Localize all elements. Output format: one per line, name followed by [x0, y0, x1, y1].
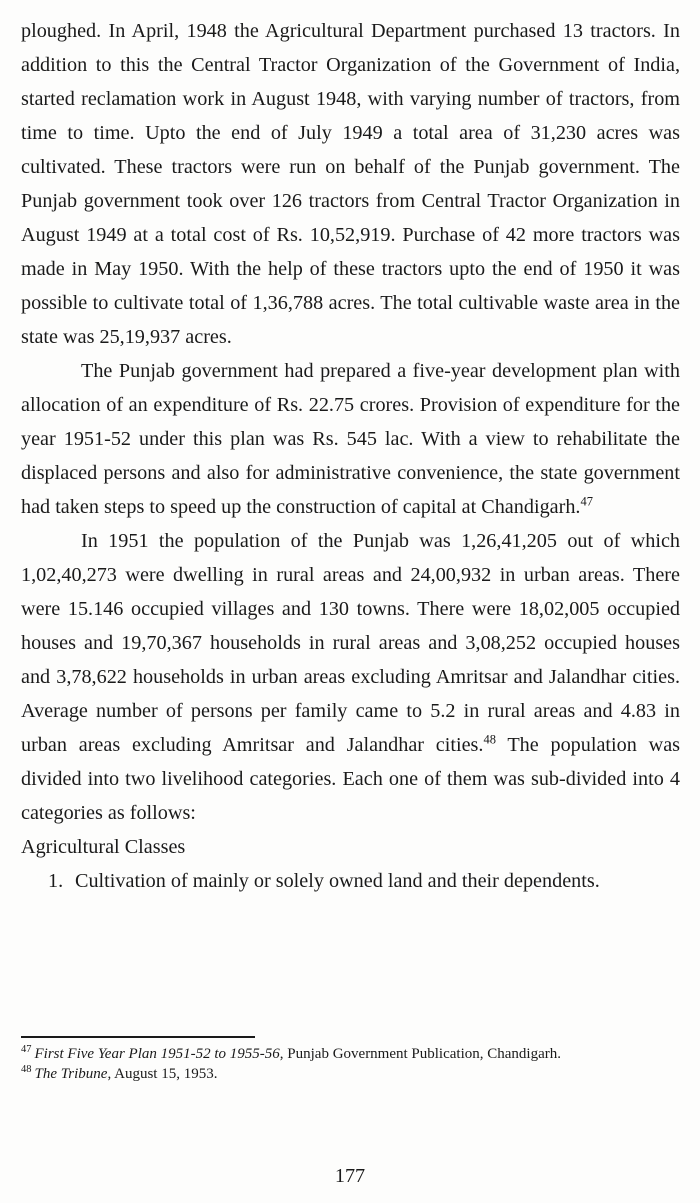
footnote-47-number: 47 [21, 1044, 32, 1055]
footnote-48-title: The Tribune [34, 1065, 108, 1082]
footnote-separator-rule [21, 1036, 255, 1038]
paragraph-2-text: The Punjab government had prepared a five-year development plan with allocation of an expenditure of Rs. 22.75 crores. Provision of expenditure for the year 1951-52 under this plan was Rs. 545 lac. With a view to rehabilitate the displaced persons and also for administrative convenience, the state government had taken steps to speed up the construction of capital at Chandigarh. [21, 360, 680, 518]
paragraph-3-text-after: The population was divided into two livelihood categories. Each one of them was sub-divided into 4 categories as follows: [21, 734, 681, 824]
paragraph-3 [21, 524, 680, 830]
body-text-column [21, 14, 680, 898]
footnote-47-source: , Punjab Government Publication, Chandigarh. [279, 1046, 561, 1062]
paragraph-2 [21, 354, 680, 524]
footnote-marker-47[interactable]: 47 [580, 494, 593, 509]
footnote-48-source: , August 15, 1953. [107, 1065, 218, 1082]
footnote-47-title: First Five Year Plan 1951-52 to 1955-56 [34, 1046, 280, 1062]
footnote-marker-48[interactable]: 48 [483, 732, 496, 747]
list-item [21, 864, 680, 898]
footnote-48-number: 48 [21, 1063, 32, 1075]
list-item-marker: 1. [48, 870, 64, 892]
footnote-block [21, 1036, 680, 1084]
footnote-48 [21, 1065, 680, 1085]
category-list [21, 864, 680, 898]
footnote-47 [21, 1045, 680, 1065]
list-item-label: Cultivation of mainly or solely owned land and their dependents. [75, 870, 600, 892]
paragraph-1: ploughed. In April, 1948 the Agricultural Department purchased 13 tractors. In addition to this the Central Tractor Organization of the Government of India, started reclamation work in August 1948, with varying number of tractors, from time to time. Upto the end of July 1949 a total area of 31,230 acres was cultivated. These tractors were run on behalf of the Punjab government. The Punjab government took over 126 tractors from Central Tractor Organization in August 1949 at a total cost of Rs. 10,52,919. Purchase of 42 more tractors was made in May 1950. With the help of these tractors upto the end of 1950 it was possible to cultivate total of 1,36,788 acres. The total cultivable waste area in the state was 25,19,937 acres. [21, 20, 680, 348]
section-heading-agricultural-classes: Agricultural Classes [21, 836, 186, 858]
page-number: 177 [334, 1165, 366, 1187]
paragraph-3-text-before: In 1951 the population of the Punjab was 1,26,41,205 out of which 1,02,40,273 were dwelling in rural areas and 24,00,932 in urban areas. There were 15.146 occupied villages and 130 towns. There were 18,02,005 occupied houses and 19,70,367 households in rural areas and 3,08,252 occupied houses and 3,78,622 households in urban areas excluding Amritsar and Jalandhar cities. Average number of persons per family came to 5.2 in rural areas and 4.83 in urban areas excluding Amritsar and Jalandhar cities. [21, 530, 680, 756]
